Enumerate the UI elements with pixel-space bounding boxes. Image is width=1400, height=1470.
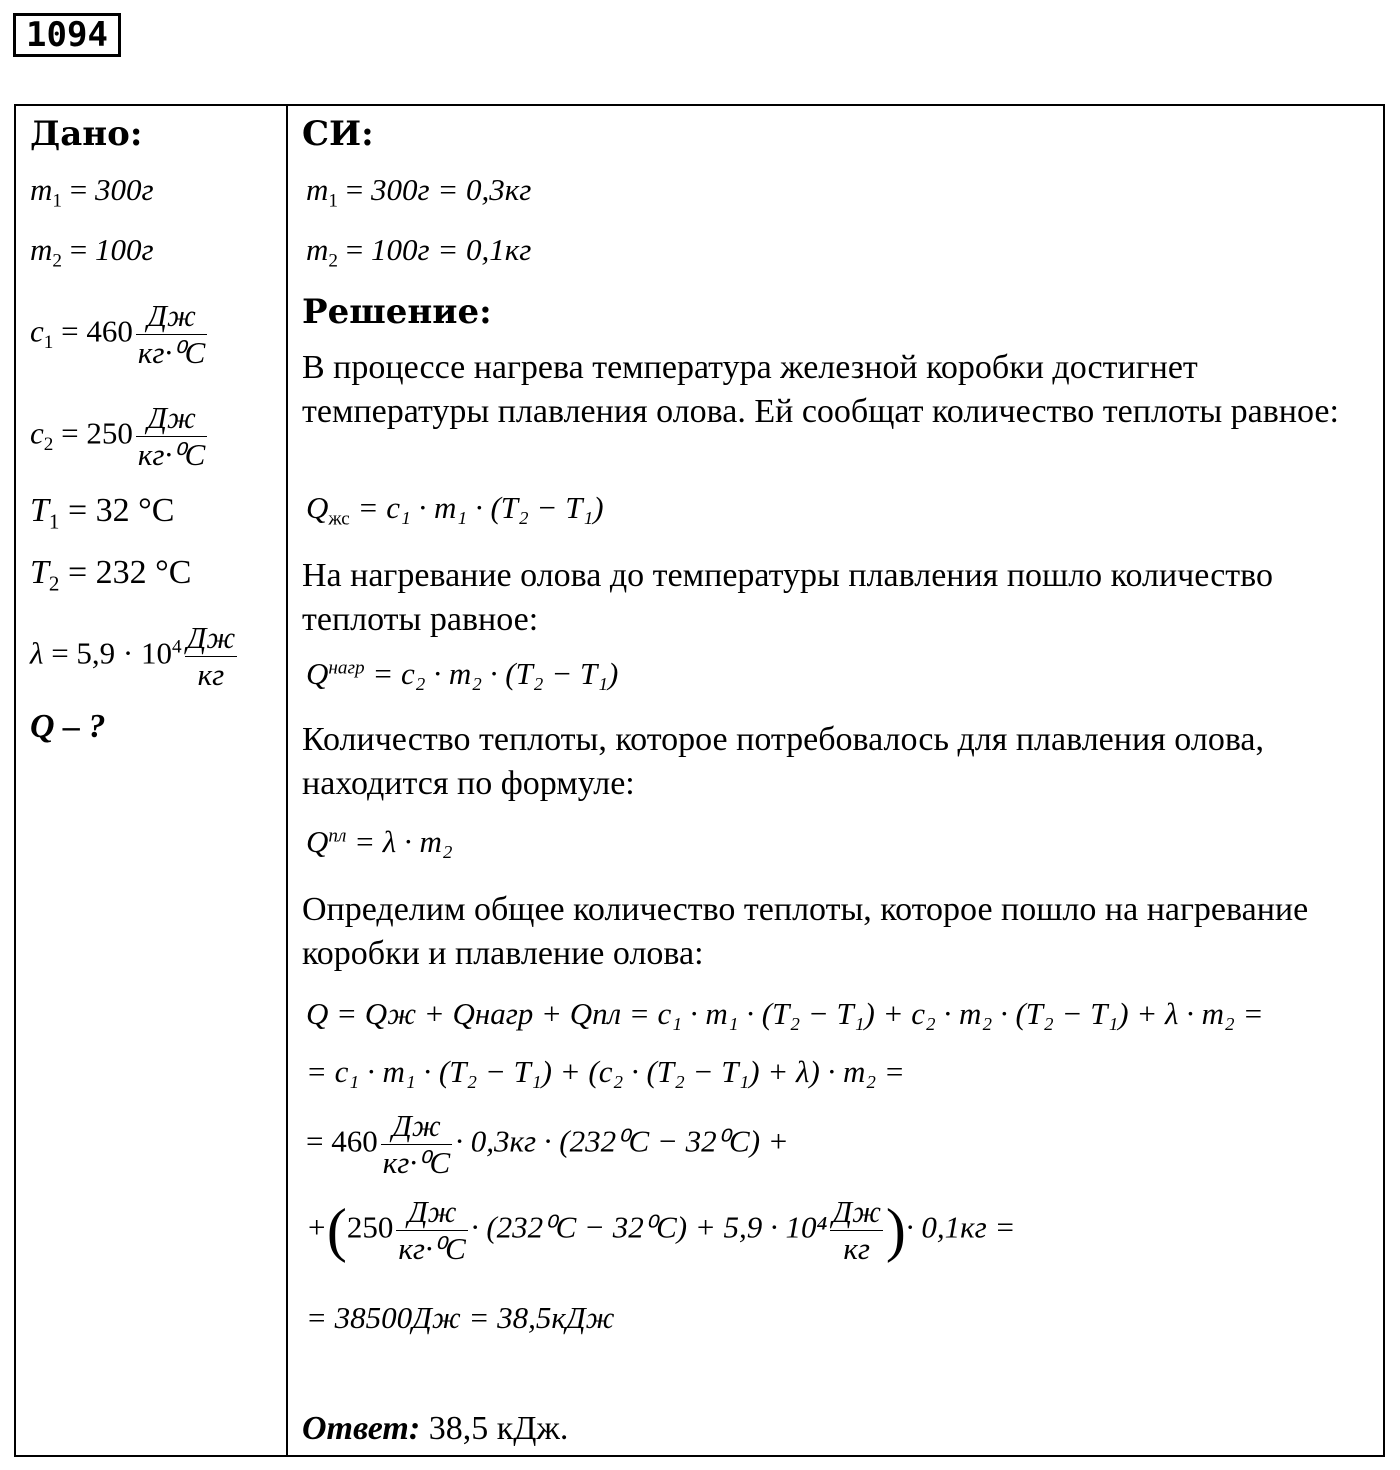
formula-q-zh: $Q_{жс} = c_1 \cdot m_1 \cdot (T_2 - T_1)$ bbox=[306, 490, 604, 530]
given-m2: $m_2 = 100г$ bbox=[30, 232, 154, 272]
formula-q-pl: $Q^{пл} = \lambda \cdot m_2$ bbox=[306, 824, 453, 859]
formula-total-line-2: = c₁ · m₁ · (T₂ − T₁) + (c₂ · (T₂ − T₁) + λ) · m₂ = bbox=[306, 1054, 905, 1089]
given-m1: $m_1 = 300г$ bbox=[30, 172, 154, 212]
given-lambda: $\lambda = 5,9 \cdot 10^4$ $\frac{Дж}{кг}$ bbox=[30, 620, 236, 692]
answer-label: Ответ: bbox=[302, 1410, 421, 1447]
formula-q-nagr: $Q^{нагр} = c_2 \cdot m_2 \cdot (T_2 - T_1)$ bbox=[306, 656, 619, 691]
column-divider bbox=[286, 104, 288, 1457]
given-unknown: Q – ? bbox=[30, 708, 106, 745]
given-heading: Дано: bbox=[30, 114, 143, 154]
si-heading: СИ: bbox=[302, 114, 374, 154]
solution-paragraph-4: Определим общее количество теплоты, которое пошло на нагревание коробки и плавление олова: bbox=[302, 891, 1309, 972]
formula-total-line-1: Q = Qж + Qнагр + Qпл = c₁ · m₁ · (T₂ − T₁) + c₂ · m₂ · (T₂ − T₁) + λ · m₂ = bbox=[306, 996, 1264, 1031]
formula-result: = 38500Дж = 38,5кДж bbox=[306, 1300, 615, 1335]
answer-value: 38,5 кДж. bbox=[428, 1410, 569, 1447]
si-m2: $m_2 = 100г = 0,1кг$ bbox=[306, 232, 532, 272]
solution-paragraph-3: Количество теплоты, которое потребовалось для плавления олова, находится по формуле: bbox=[302, 721, 1265, 802]
given-T1: $T_1 = 32$ °C bbox=[30, 492, 175, 534]
solution-paragraph-2: На нагревание олова до температуры плавления пошло количество теплоты равное: bbox=[302, 557, 1273, 638]
given-T2: $T_2 = 232$ °C bbox=[30, 554, 192, 596]
problem-number: 1094 bbox=[13, 13, 121, 57]
solution-paragraph-1: В процессе нагрева температура железной коробки достигнет температуры плавления олова. Ей сообщат количество теплоты равное: bbox=[302, 349, 1339, 430]
si-m1: $m_1 = 300г = 0,3кг$ bbox=[306, 172, 532, 212]
given-c1: $c_1 = 460$ $\frac{Дж}{\text{кг·⁰C}}$ bbox=[30, 298, 206, 370]
answer-line bbox=[302, 1410, 568, 1448]
formula-numeric-line-3: = 460 $\frac{Дж}{\text{кг·⁰C}}$ · 0,3кг · (232⁰C − 32⁰C) + bbox=[306, 1108, 789, 1180]
given-c2: $c_2 = 250$ $\frac{Дж}{\text{кг·⁰C}}$ bbox=[30, 400, 206, 472]
formula-numeric-line-4: +(250 $\frac{Дж}{\text{кг·⁰C}}$ · (232⁰C − 32⁰C) + 5,9 · 10⁴ $\frac{Дж}{кг}$ )· 0,1кг = bbox=[306, 1194, 1016, 1266]
solution-heading: Решение: bbox=[302, 292, 492, 332]
